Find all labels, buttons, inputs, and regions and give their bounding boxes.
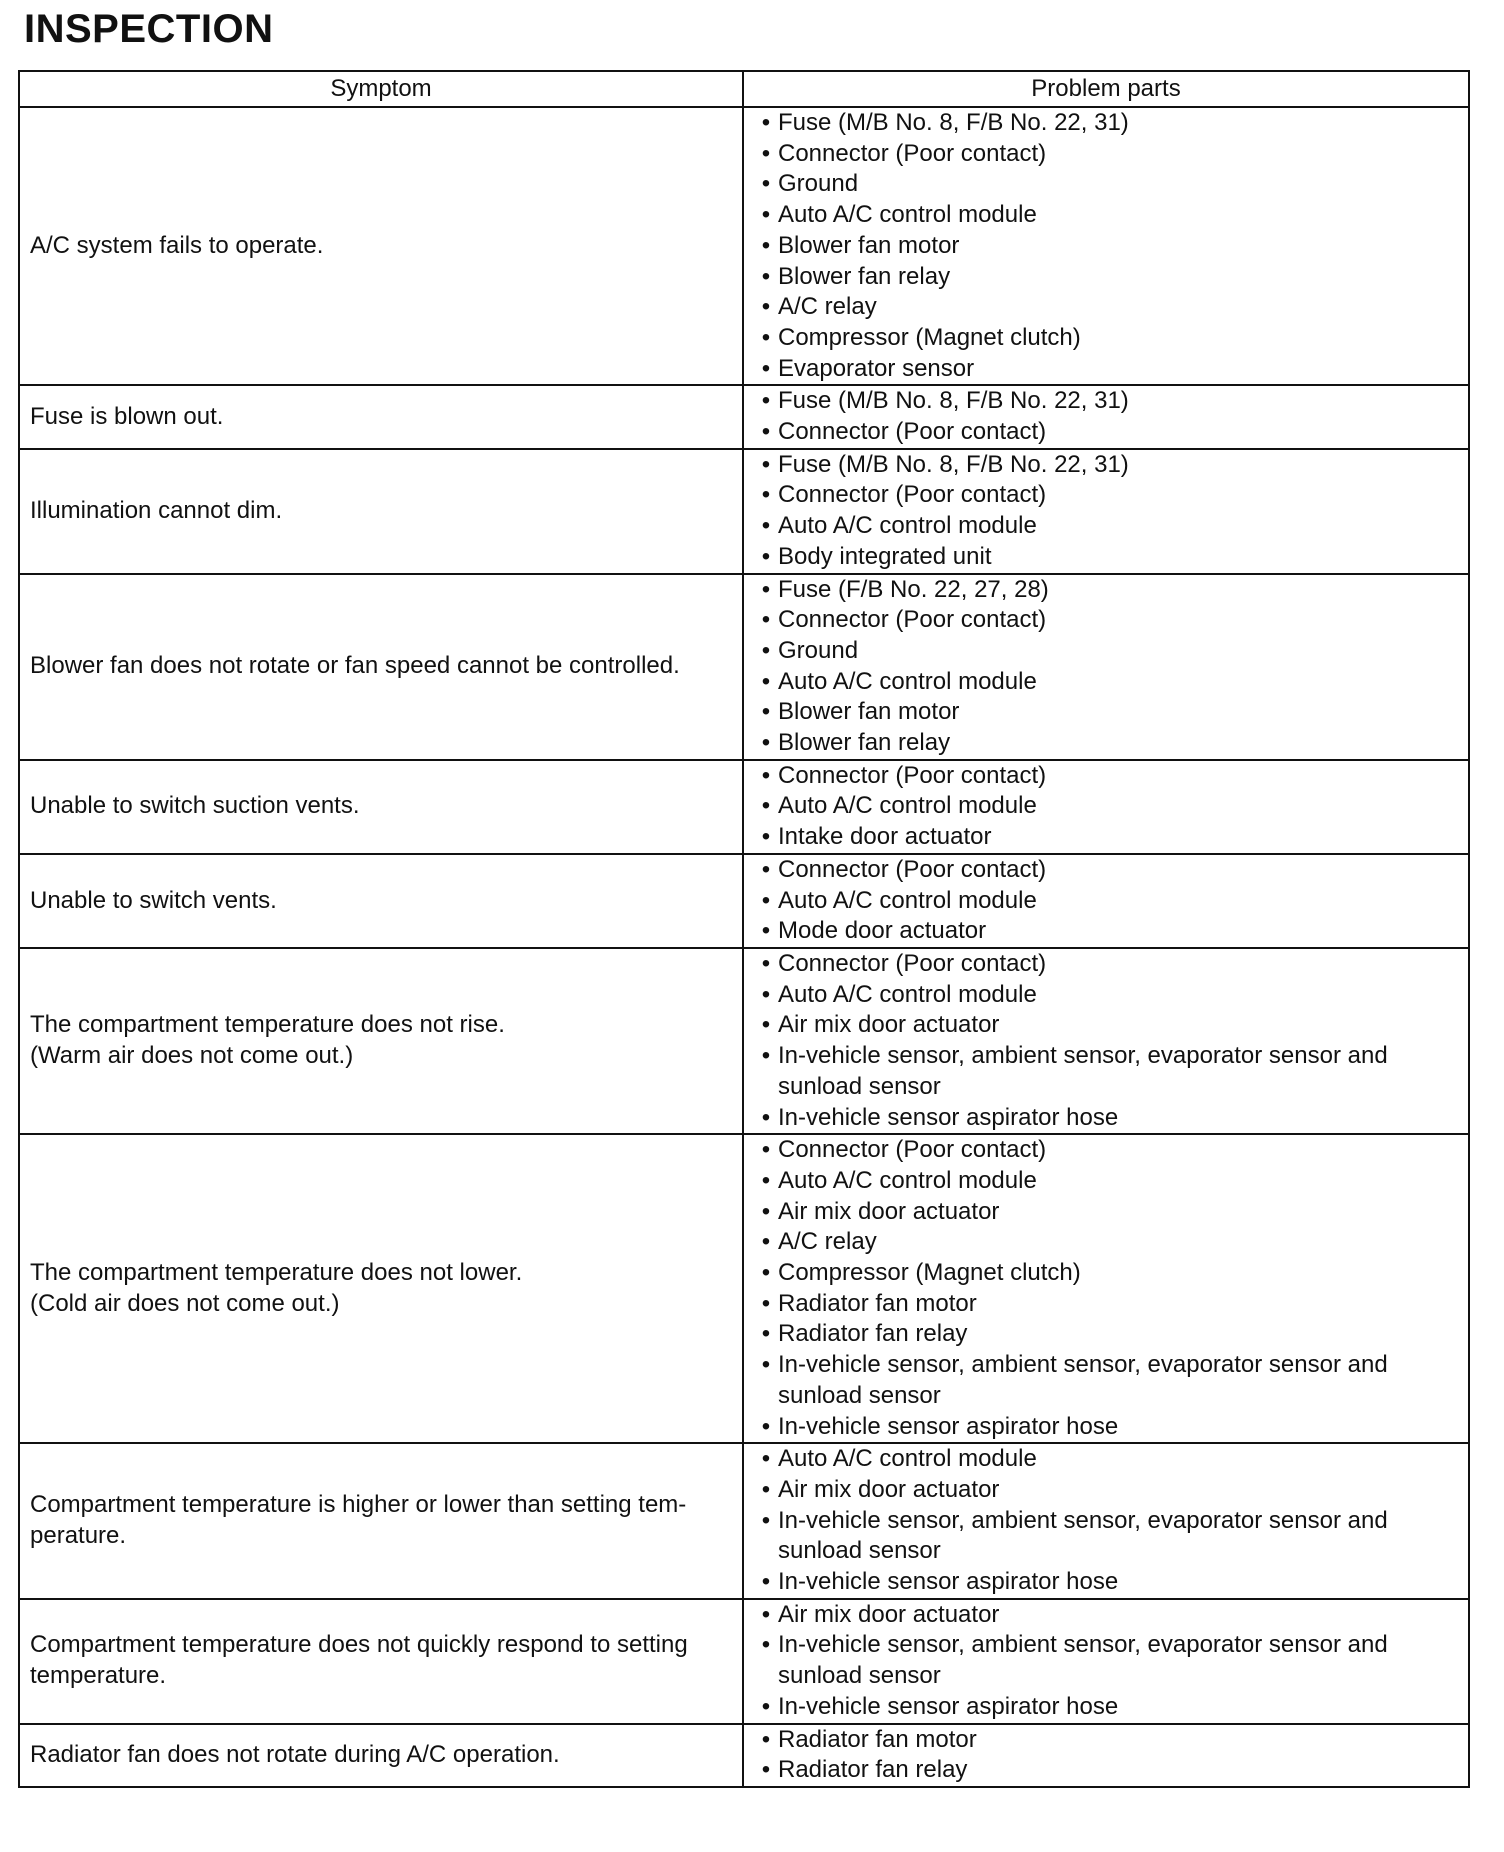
problem-part-item <box>754 1444 1458 1475</box>
problem-part-item <box>754 1412 1458 1443</box>
bullet-icon: • <box>761 1692 771 1720</box>
problem-part-text: Fuse (M/B No. 8, F/B No. 22, 31) <box>778 387 1129 415</box>
table-row <box>19 574 1469 760</box>
problem-parts-list <box>754 1600 1458 1723</box>
problem-part-text: Blower fan motor <box>778 698 960 726</box>
problem-part-text: Air mix door actuator <box>778 1197 1000 1225</box>
problem-part-text: Ground <box>778 170 859 198</box>
problem-part-item <box>754 1630 1458 1691</box>
problem-part-item <box>754 200 1458 231</box>
bullet-icon: • <box>761 1725 771 1753</box>
table-row <box>19 1443 1469 1599</box>
symptom-text: The compartment temperature does not rise. <box>30 1011 505 1039</box>
problem-part-item <box>754 1166 1458 1197</box>
table-row <box>19 449 1469 574</box>
table-row <box>19 385 1469 448</box>
bullet-icon: • <box>761 698 771 726</box>
symptom-text: Blower fan does not rotate or fan speed cannot be controlled. <box>30 652 680 680</box>
symptom-text: perature. <box>30 1521 127 1549</box>
problem-part-text: In-vehicle sensor aspirator hose <box>778 1692 1119 1720</box>
problem-parts-cell <box>743 574 1469 760</box>
problem-part-text: In-vehicle sensor aspirator hose <box>778 1412 1119 1440</box>
problem-part-text: Connector (Poor contact) <box>778 1136 1047 1164</box>
table-row <box>19 948 1469 1134</box>
problem-part-item <box>754 231 1458 262</box>
bullet-icon: • <box>761 1756 771 1784</box>
problem-parts-list <box>754 108 1458 384</box>
page-title: INSPECTION <box>24 7 274 51</box>
problem-part-item <box>754 386 1458 417</box>
problem-part-text: Blower fan relay <box>778 262 951 290</box>
symptom-text: Illumination cannot dim. <box>30 496 283 524</box>
problem-part-text: In-vehicle sensor aspirator hose <box>778 1568 1119 1596</box>
problem-part-text: Mode door actuator <box>778 917 987 945</box>
problem-part-item <box>754 1103 1458 1134</box>
symptom-column-header: Symptom <box>19 71 743 107</box>
problem-part-item <box>754 354 1458 385</box>
bullet-icon: • <box>761 231 771 259</box>
problem-part-text: Radiator fan relay <box>778 1320 968 1348</box>
problem-part-item <box>754 697 1458 728</box>
problem-parts-list <box>754 1725 1458 1786</box>
symptom-text: (Cold air does not come out.) <box>30 1289 340 1317</box>
problem-part-text: In-vehicle sensor, ambient sensor, evaporator sensor and sunload sensor <box>778 1351 1388 1409</box>
table-body <box>19 107 1469 1787</box>
symptom-text: Compartment temperature does not quickly respond to setting <box>30 1631 688 1659</box>
problem-part-item <box>754 417 1458 448</box>
bullet-icon: • <box>761 262 771 290</box>
problem-part-item <box>754 1227 1458 1258</box>
table-header <box>19 71 1469 107</box>
problem-part-item <box>754 1692 1458 1723</box>
bullet-icon: • <box>761 949 771 977</box>
bullet-icon: • <box>761 761 771 789</box>
problem-part-text: Connector (Poor contact) <box>778 418 1047 446</box>
bullet-icon: • <box>761 1412 771 1440</box>
bullet-icon: • <box>761 886 771 914</box>
bullet-icon: • <box>761 201 771 229</box>
symptom-cell <box>19 948 743 1134</box>
problem-parts-cell <box>743 948 1469 1134</box>
problem-parts-cell <box>743 760 1469 854</box>
problem-part-text: Auto A/C control module <box>778 980 1037 1008</box>
problem-part-item <box>754 1506 1458 1567</box>
problem-part-text: Radiator fan motor <box>778 1725 977 1753</box>
problem-parts-cell <box>743 449 1469 574</box>
symptom-cell <box>19 1134 743 1443</box>
problem-part-item <box>754 667 1458 698</box>
symptom-text: temperature. <box>30 1662 167 1690</box>
problem-part-item <box>754 1600 1458 1631</box>
problem-part-text: Connector (Poor contact) <box>778 949 1047 977</box>
problem-part-item <box>754 323 1458 354</box>
symptom-cell <box>19 1443 743 1599</box>
table-row <box>19 854 1469 948</box>
problem-parts-cell <box>743 1443 1469 1599</box>
problem-part-item <box>754 480 1458 511</box>
problem-part-text: Blower fan motor <box>778 231 960 259</box>
bullet-icon: • <box>761 606 771 634</box>
problem-part-text: Auto A/C control module <box>778 886 1037 914</box>
problem-part-text: Body integrated unit <box>778 542 992 570</box>
bullet-icon: • <box>761 170 771 198</box>
bullet-icon: • <box>761 1631 771 1659</box>
problem-part-text: A/C relay <box>778 293 877 321</box>
symptom-text: Unable to switch vents. <box>30 886 277 914</box>
problem-part-text: Compressor (Magnet clutch) <box>778 323 1081 351</box>
problem-part-item <box>754 108 1458 139</box>
problem-part-item <box>754 636 1458 667</box>
problem-parts-cell <box>743 385 1469 448</box>
symptom-text: A/C system fails to operate. <box>30 231 324 259</box>
problem-part-text: Fuse (F/B No. 22, 27, 28) <box>778 575 1049 603</box>
problem-part-item <box>754 1567 1458 1598</box>
table-row <box>19 107 1469 385</box>
table-row <box>19 1599 1469 1724</box>
bullet-icon: • <box>761 917 771 945</box>
problem-part-item <box>754 949 1458 980</box>
symptom-text: Unable to switch suction vents. <box>30 792 360 820</box>
bullet-icon: • <box>761 542 771 570</box>
symptom-cell <box>19 574 743 760</box>
bullet-icon: • <box>761 729 771 757</box>
bullet-icon: • <box>761 450 771 478</box>
problem-parts-list <box>754 1135 1458 1442</box>
bullet-icon: • <box>761 109 771 136</box>
bullet-icon: • <box>761 1197 771 1225</box>
problem-part-text: Radiator fan relay <box>778 1756 968 1784</box>
problem-part-item <box>754 822 1458 853</box>
bullet-icon: • <box>761 354 771 382</box>
problem-parts-column-header: Problem parts <box>743 71 1469 107</box>
symptom-text: (Warm air does not come out.) <box>30 1042 354 1070</box>
problem-parts-list <box>754 1444 1458 1598</box>
bullet-icon: • <box>761 1568 771 1596</box>
problem-part-item <box>754 450 1458 481</box>
problem-parts-list <box>754 949 1458 1133</box>
problem-part-text: Auto A/C control module <box>778 667 1037 695</box>
bullet-icon: • <box>761 323 771 351</box>
bullet-icon: • <box>761 387 771 415</box>
problem-parts-list <box>754 855 1458 947</box>
bullet-icon: • <box>761 1103 771 1131</box>
bullet-icon: • <box>761 1259 771 1287</box>
problem-part-item <box>754 791 1458 822</box>
problem-part-item <box>754 139 1458 170</box>
problem-part-text: Air mix door actuator <box>778 1475 1000 1503</box>
problem-part-item <box>754 855 1458 886</box>
problem-part-item <box>754 575 1458 606</box>
problem-part-item <box>754 542 1458 573</box>
symptom-cell <box>19 385 743 448</box>
bullet-icon: • <box>761 1011 771 1039</box>
inspection-table <box>18 70 1470 1788</box>
problem-part-item <box>754 511 1458 542</box>
bullet-icon: • <box>761 823 771 851</box>
bullet-icon: • <box>761 1351 771 1379</box>
table-row <box>19 760 1469 854</box>
problem-part-text: Blower fan relay <box>778 729 951 757</box>
problem-part-item <box>754 1197 1458 1228</box>
bullet-icon: • <box>761 418 771 446</box>
problem-part-text: A/C relay <box>778 1228 877 1256</box>
problem-part-text: Air mix door actuator <box>778 1600 1000 1628</box>
table-row <box>19 1134 1469 1443</box>
problem-part-text: Connector (Poor contact) <box>778 139 1047 167</box>
problem-parts-cell <box>743 1134 1469 1443</box>
problem-part-item <box>754 980 1458 1011</box>
problem-part-item <box>754 1319 1458 1350</box>
bullet-icon: • <box>761 855 771 883</box>
problem-part-item <box>754 292 1458 323</box>
bullet-icon: • <box>761 1600 771 1628</box>
bullet-icon: • <box>761 1289 771 1317</box>
bullet-icon: • <box>761 139 771 167</box>
symptom-text: The compartment temperature does not lower. <box>30 1259 523 1287</box>
problem-part-text: Air mix door actuator <box>778 1011 1000 1039</box>
problem-part-text: In-vehicle sensor, ambient sensor, evaporator sensor and sunload sensor <box>778 1042 1388 1100</box>
bullet-icon: • <box>761 667 771 695</box>
bullet-icon: • <box>761 1228 771 1256</box>
problem-part-item <box>754 1475 1458 1506</box>
problem-parts-cell <box>743 107 1469 385</box>
problem-part-item <box>754 1289 1458 1320</box>
bullet-icon: • <box>761 1166 771 1194</box>
bullet-icon: • <box>761 1445 771 1473</box>
problem-part-text: Intake door actuator <box>778 823 992 851</box>
bullet-icon: • <box>761 512 771 540</box>
problem-part-item <box>754 1135 1458 1166</box>
problem-part-text: Compressor (Magnet clutch) <box>778 1259 1081 1287</box>
problem-part-text: Fuse (M/B No. 8, F/B No. 22, 31) <box>778 109 1129 136</box>
bullet-icon: • <box>761 1506 771 1534</box>
symptom-cell <box>19 1599 743 1724</box>
header-row <box>19 71 1469 107</box>
problem-part-text: Auto A/C control module <box>778 792 1037 820</box>
problem-part-text: Ground <box>778 636 859 664</box>
problem-parts-cell <box>743 854 1469 948</box>
problem-part-item <box>754 1010 1458 1041</box>
bullet-icon: • <box>761 1320 771 1348</box>
problem-parts-list <box>754 386 1458 447</box>
problem-part-item <box>754 1755 1458 1786</box>
problem-part-text: Connector (Poor contact) <box>778 606 1047 634</box>
problem-part-text: In-vehicle sensor aspirator hose <box>778 1103 1119 1131</box>
bullet-icon: • <box>761 636 771 664</box>
problem-part-item <box>754 169 1458 200</box>
problem-part-text: Connector (Poor contact) <box>778 761 1047 789</box>
problem-part-text: Auto A/C control module <box>778 201 1037 229</box>
problem-part-item <box>754 262 1458 293</box>
problem-part-item <box>754 605 1458 636</box>
problem-part-item <box>754 1258 1458 1289</box>
problem-part-item <box>754 728 1458 759</box>
problem-part-item <box>754 886 1458 917</box>
problem-part-item <box>754 1350 1458 1411</box>
symptom-cell <box>19 854 743 948</box>
problem-part-text: In-vehicle sensor, ambient sensor, evaporator sensor and sunload sensor <box>778 1631 1388 1690</box>
bullet-icon: • <box>761 293 771 321</box>
symptom-cell <box>19 1724 743 1787</box>
bullet-icon: • <box>761 792 771 820</box>
problem-parts-list <box>754 761 1458 853</box>
problem-part-text: Radiator fan motor <box>778 1289 977 1317</box>
symptom-text: Fuse is blown out. <box>30 402 224 430</box>
problem-parts-cell <box>743 1599 1469 1724</box>
bullet-icon: • <box>761 1136 771 1164</box>
bullet-icon: • <box>761 1042 771 1070</box>
bullet-icon: • <box>761 1475 771 1503</box>
problem-part-text: In-vehicle sensor, ambient sensor, evaporator sensor and sunload sensor <box>778 1506 1388 1565</box>
problem-parts-cell <box>743 1724 1469 1787</box>
problem-part-text: Evaporator sensor <box>778 354 975 382</box>
bullet-icon: • <box>761 481 771 509</box>
problem-part-text: Connector (Poor contact) <box>778 855 1047 883</box>
symptom-cell <box>19 107 743 385</box>
problem-part-item <box>754 761 1458 792</box>
problem-part-text: Auto A/C control module <box>778 512 1037 540</box>
problem-part-item <box>754 1725 1458 1756</box>
problem-part-text: Fuse (M/B No. 8, F/B No. 22, 31) <box>778 450 1129 478</box>
problem-part-text: Auto A/C control module <box>778 1445 1037 1473</box>
symptom-text: Radiator fan does not rotate during A/C operation. <box>30 1740 560 1768</box>
symptom-cell <box>19 449 743 574</box>
problem-part-item <box>754 916 1458 947</box>
problem-part-text: Auto A/C control module <box>778 1166 1037 1194</box>
bullet-icon: • <box>761 575 771 603</box>
problem-part-item <box>754 1041 1458 1102</box>
symptom-text: Compartment temperature is higher or lower than setting tem- <box>30 1491 687 1519</box>
bullet-icon: • <box>761 980 771 1008</box>
symptom-cell <box>19 760 743 854</box>
problem-part-text: Connector (Poor contact) <box>778 481 1047 509</box>
problem-parts-list <box>754 575 1458 759</box>
table-row <box>19 1724 1469 1787</box>
problem-parts-list <box>754 450 1458 573</box>
